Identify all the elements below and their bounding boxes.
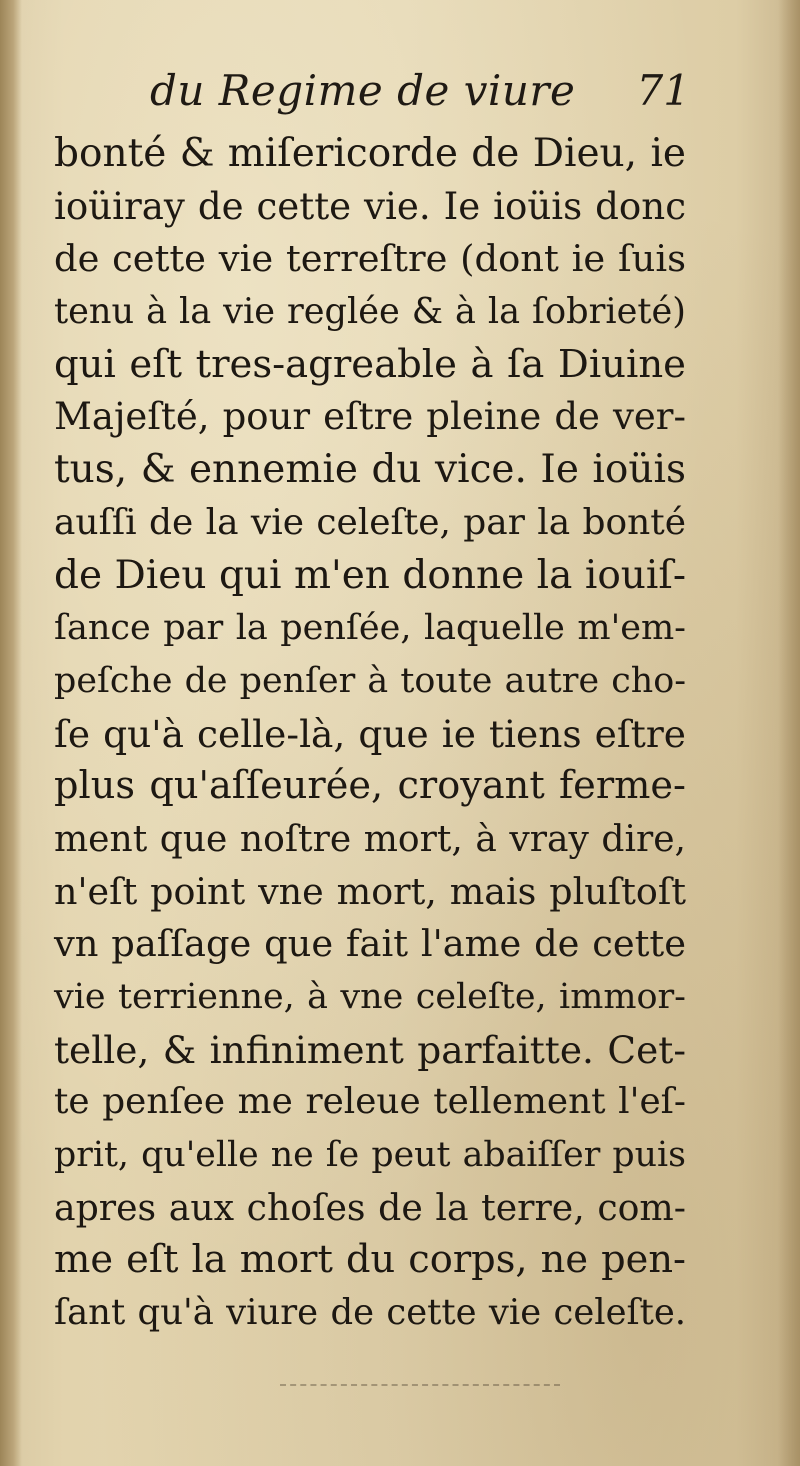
text-line: de Dieu qui m'en donne la iouiſ- — [54, 552, 686, 598]
text-line: vie terrienne, à vne celeſte, immor- — [54, 977, 686, 1017]
text-line: te penſee me releue tellement l'eſ- — [54, 1081, 686, 1123]
text-line: ment que noſtre mort, à vray dire, — [54, 817, 686, 860]
text-line: ſant qu'à viure de cette vie celeſte. — [54, 1292, 686, 1334]
text-line: apres aux choſes de la terre, com- — [54, 1185, 686, 1229]
text-line: qui eſt tres-agreable à ſa Diuine — [54, 341, 686, 387]
running-title: du Regime de viure — [150, 66, 576, 115]
text-line: ſe qu'à celle-là, que ie tiens eſtre — [54, 711, 686, 756]
text-line: tenu à la vie reglée & à la ſobrieté) — [54, 291, 686, 333]
faint-ink-mark — [280, 1384, 560, 1388]
page-number: 71 — [636, 66, 690, 115]
page-edge-shadow — [778, 0, 800, 1466]
text-line: n'eſt point vne mort, mais pluſtoſt — [54, 869, 686, 913]
text-line: plus qu'aſſeurée, croyant ferme- — [54, 763, 686, 809]
text-line: peſche de penſer à toute autre cho- — [54, 660, 686, 701]
text-line: vn paſſage que fait l'ame de cette — [54, 922, 686, 966]
text-line: Majeſté, pour eſtre pleine de ver- — [54, 395, 686, 439]
text-line: bonté & miſericorde de Dieu, ie — [54, 131, 686, 176]
page-header — [150, 66, 690, 126]
text-line: tus, & ennemie du vice. Ie ioüis — [54, 447, 686, 493]
text-line: prit, qu'elle ne ſe peut abaiſſer puis — [54, 1135, 686, 1176]
text-line: ioüiray de cette vie. Ie ioüis donc — [54, 184, 686, 228]
body-text — [54, 128, 686, 1340]
text-line: me eſt la mort du corps, ne pen- — [54, 1237, 686, 1283]
text-line: de cette vie terreſtre (dont ie ſuis — [54, 237, 686, 281]
text-line: telle, & infiniment parfaitte. Cet- — [54, 1027, 686, 1072]
page-gutter-shadow — [0, 0, 22, 1466]
text-line: ſance par la penſée, laquelle m'em- — [54, 607, 686, 649]
text-line: auſſi de la vie celeſte, par la bonté — [54, 501, 686, 543]
